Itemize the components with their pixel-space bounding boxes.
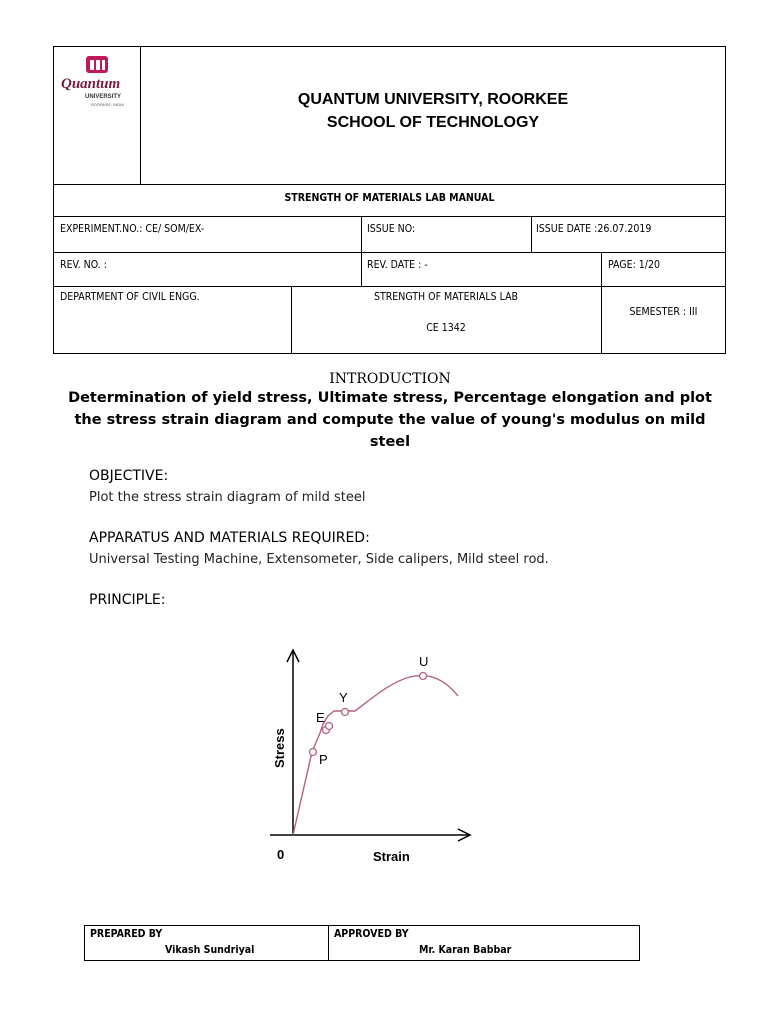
experiment-no: EXPERIMENT.NO.: CE/ SOM/EX- xyxy=(60,223,205,235)
logo-name: Quantum xyxy=(61,76,121,92)
semester: SEMESTER : III xyxy=(629,306,698,318)
point-u-label: U xyxy=(419,654,429,669)
apparatus-heading: APPARATUS AND MATERIALS REQUIRED: xyxy=(89,530,370,546)
stress-strain-curve xyxy=(293,676,458,835)
point-y-label: Y xyxy=(339,690,348,705)
stress-strain-diagram xyxy=(260,640,490,880)
x-axis-label: Strain xyxy=(373,849,410,864)
point-p-marker xyxy=(310,749,317,756)
point-y-marker xyxy=(342,709,349,716)
prepared-name: Vikash Sundriyal xyxy=(165,944,255,956)
approved-label: APPROVED BY xyxy=(334,928,409,940)
rev-no: REV. NO. : xyxy=(60,259,107,271)
logo-place: ROORKEE, INDIA xyxy=(91,102,124,107)
logo-sub: UNIVERSITY xyxy=(85,94,122,100)
intro-title-line1: Determination of yield stress, Ultimate stress, Percentage elongation and plot xyxy=(68,390,712,406)
rule xyxy=(53,286,726,287)
point-p-label: P xyxy=(319,752,328,767)
lab-name: STRENGTH OF MATERIALS LAB xyxy=(373,291,519,303)
university-logo xyxy=(57,54,135,120)
point-e-label: E xyxy=(316,710,325,725)
rule xyxy=(53,216,726,217)
rule xyxy=(53,252,726,253)
intro-title-line3: steel xyxy=(369,434,411,450)
page-number: PAGE: 1/20 xyxy=(608,259,660,271)
rule xyxy=(361,216,362,286)
issue-no: ISSUE NO: xyxy=(367,223,416,235)
department: DEPARTMENT OF CIVIL ENGG. xyxy=(60,291,200,303)
objective-text: Plot the stress strain diagram of mild steel xyxy=(89,490,366,505)
school-name: SCHOOL OF TECHNOLOGY xyxy=(326,114,540,131)
prepared-label: PREPARED BY xyxy=(90,928,163,940)
objective-heading: OBJECTIVE: xyxy=(89,468,169,484)
apparatus-text: Universal Testing Machine, Extensometer, Side calipers, Mild steel rod. xyxy=(89,552,549,567)
principle-heading: PRINCIPLE: xyxy=(89,592,166,608)
university-name: QUANTUM UNIVERSITY, ROORKEE xyxy=(297,91,569,108)
rule xyxy=(53,184,726,185)
intro-title-line2: the stress strain diagram and compute the value of young's modulus on mild xyxy=(74,412,706,428)
rev-date: REV. DATE : - xyxy=(367,259,428,271)
approved-name: Mr. Karan Babbar xyxy=(419,944,512,956)
rule xyxy=(328,925,329,961)
point-u-marker xyxy=(420,673,427,680)
y-axis-label: Stress xyxy=(272,728,287,768)
manual-title: STRENGTH OF MATERIALS LAB MANUAL xyxy=(284,192,495,204)
origin-label: 0 xyxy=(277,847,285,862)
point-e2-marker xyxy=(326,723,333,730)
intro-heading: INTRODUCTION xyxy=(329,371,451,387)
issue-date: ISSUE DATE :26.07.2019 xyxy=(536,223,652,235)
rule xyxy=(531,216,532,252)
rule xyxy=(601,252,602,354)
course-code: CE 1342 xyxy=(426,322,466,334)
